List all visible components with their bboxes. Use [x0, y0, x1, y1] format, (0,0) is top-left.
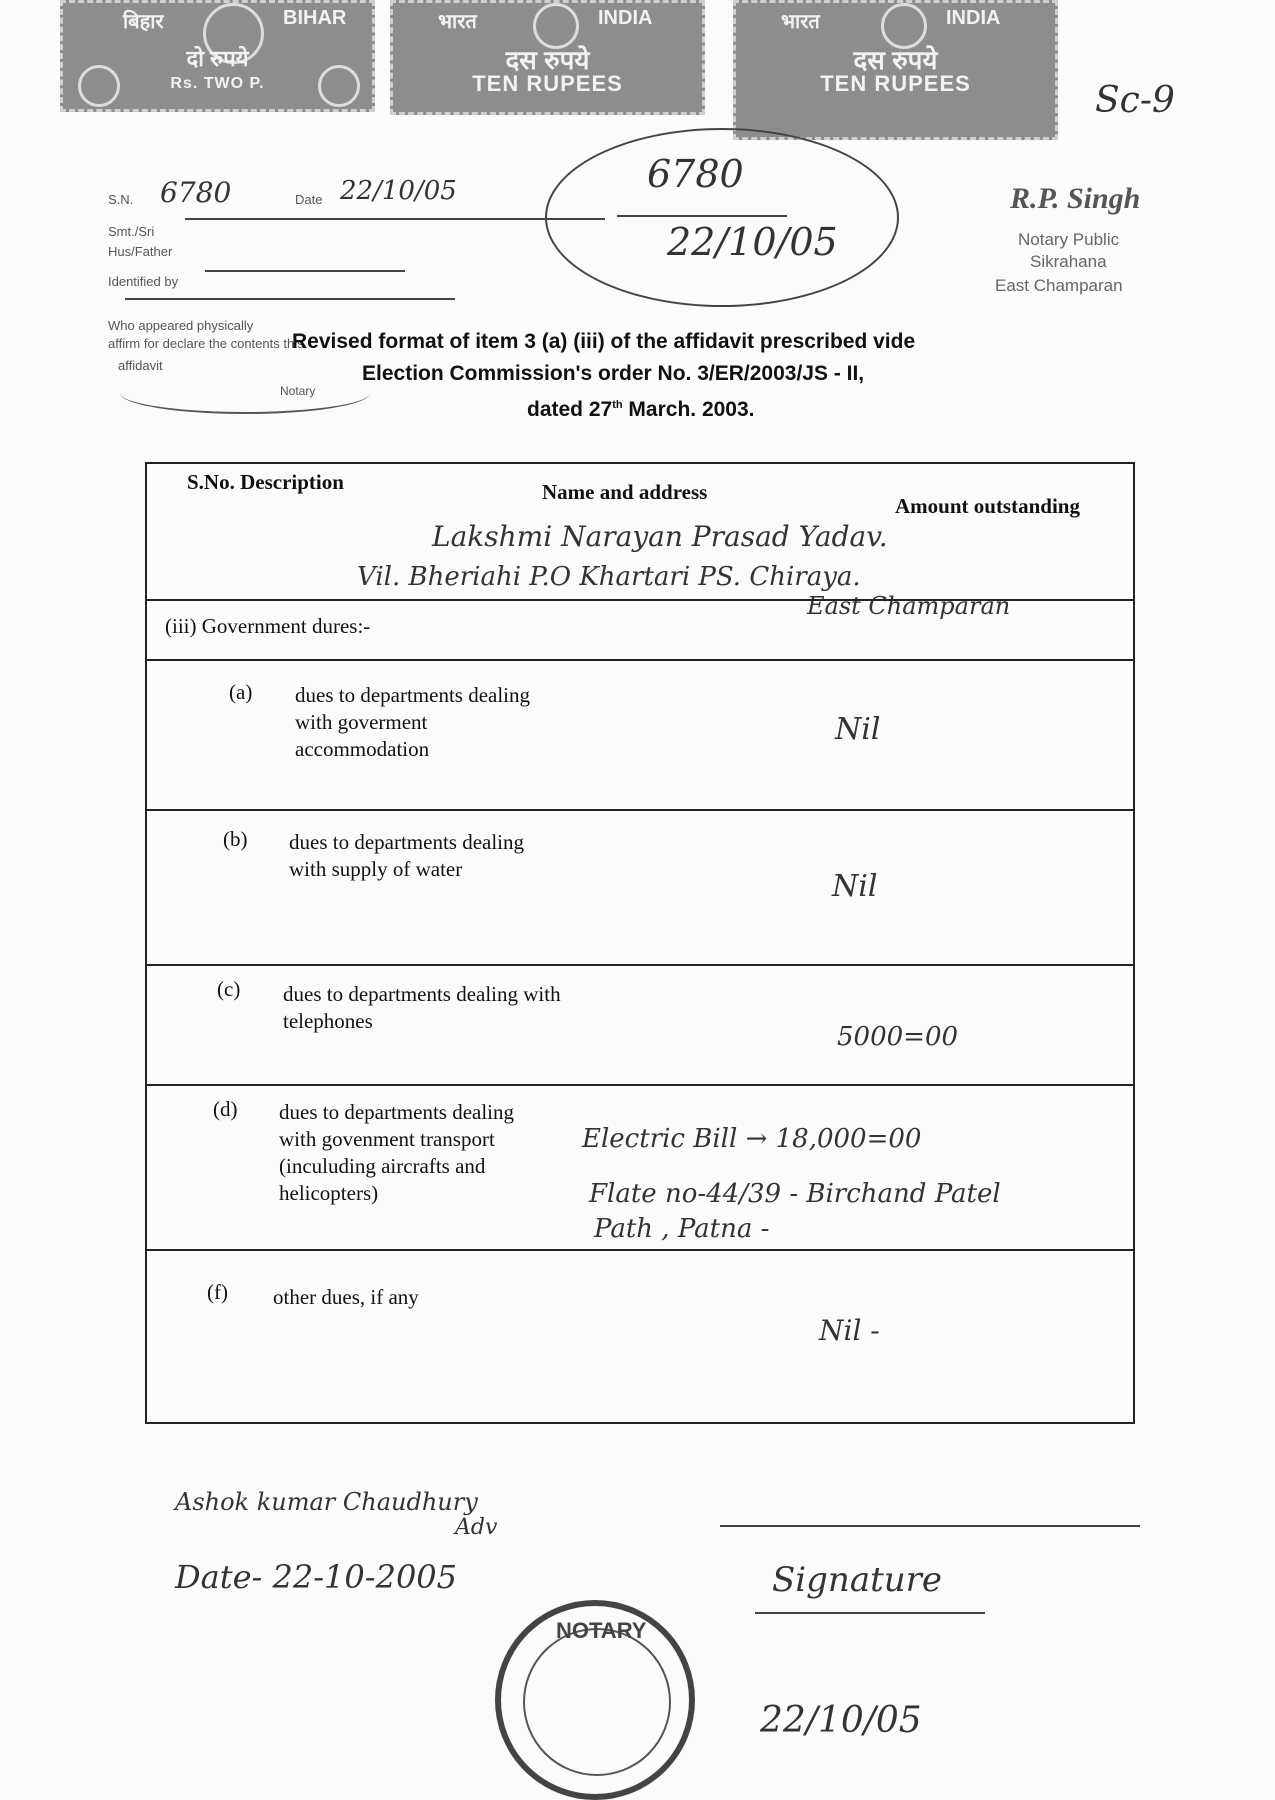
revenue-stamp-india-1 — [390, 0, 705, 115]
seal-text: NOTARY — [556, 1618, 647, 1643]
revenue-stamp-india-2 — [733, 0, 1058, 140]
row-d-id: (d) — [213, 1097, 238, 1121]
divider — [617, 215, 787, 217]
stamp-top-left: भारत — [438, 11, 477, 33]
date-value: 22/10/05 — [340, 176, 457, 206]
heading-line1: Revised format of item 3 (a) (iii) of the affidavit prescribed vide — [292, 330, 916, 353]
deponent-signature-scrawl — [720, 1525, 1140, 1527]
stamp-top-left: बिहार — [123, 11, 164, 33]
stamp-top-right: BIHAR — [283, 7, 347, 29]
row-f-value: Nil - — [819, 1314, 880, 1347]
section-label: (iii) Government dures:- — [165, 614, 371, 638]
sn-value: 6780 — [160, 176, 232, 209]
row-b-text: dues to departments dealing with supply of water — [289, 830, 525, 881]
stamp-amount: TEN RUPEES — [820, 71, 971, 96]
rule — [147, 659, 1133, 661]
footer-date: Date- 22-10-2005 — [175, 1558, 458, 1596]
revenue-stamp-bihar — [60, 0, 375, 112]
stamp-top-right: INDIA — [946, 7, 1001, 29]
row-d-text: dues to departments dealing with govenment transport (inculuding aircrafts and helicopters) — [279, 1100, 515, 1205]
notary-label: Notary — [280, 384, 316, 398]
stamp-amount: Rs. TWO P. — [170, 75, 265, 92]
advocate-name: Ashok kumar Chaudhury — [175, 1488, 478, 1516]
stamp-top-left: भारत — [781, 11, 820, 33]
stamp-hindi: दस रुपये — [853, 45, 938, 75]
row-f-id: (f) — [207, 1280, 228, 1304]
signature-underline — [755, 1612, 985, 1614]
identified-scrawl — [205, 270, 405, 272]
appeared-label: Who appeared physically — [108, 318, 254, 333]
row-c-id: (c) — [217, 977, 241, 1001]
notary-seal — [495, 1600, 695, 1800]
handwritten-address: Vil. Bheriahi P.O Khartari PS. Chiraya. — [357, 562, 861, 592]
dues-table — [145, 462, 1135, 1424]
identified-label: Identified by — [108, 274, 179, 289]
rule — [147, 599, 1133, 601]
notary-line2: Sikrahana — [1030, 252, 1107, 271]
corner-mark: Sc-9 — [1095, 80, 1175, 121]
row-d-city: Path , Patna - — [594, 1214, 770, 1244]
stamp-top-right: INDIA — [598, 7, 653, 29]
row-f-text: other dues, if any — [273, 1285, 419, 1309]
notary-signature-scrawl — [120, 372, 370, 414]
row-d-value: Electric Bill → 18,000=00 — [582, 1124, 922, 1154]
circled-entry — [545, 128, 899, 307]
notary-name: R.P. Singh — [1010, 182, 1141, 215]
notary-line1: Notary Public — [1018, 230, 1120, 249]
seal-date: 22/10/05 — [760, 1700, 922, 1741]
signature-label: Signature — [772, 1560, 943, 1600]
hus-label: Hus/Father — [108, 244, 173, 259]
date-label: Date — [295, 192, 323, 207]
row-d-address: Flate no-44/39 - Birchand Patel — [589, 1179, 1001, 1209]
rule — [147, 1084, 1133, 1086]
stamp-hindi: दो रुपये — [186, 46, 249, 71]
circled-number: 6780 — [647, 152, 744, 196]
header-sno: S.No. Description — [187, 470, 344, 494]
notary-line3: East Champaran — [995, 276, 1123, 295]
stamp-amount: TEN RUPEES — [472, 71, 623, 96]
row-a-text: dues to departments dealing with goverment accommodation — [295, 683, 531, 761]
affirm-label: affirm for declare the contents this — [108, 336, 304, 351]
row-a-id: (a) — [229, 680, 253, 704]
handwritten-name: Lakshmi Narayan Prasad Yadav. — [432, 520, 888, 553]
header-amount: Amount outstanding — [895, 494, 1080, 518]
smt-label: Smt./Sri — [108, 224, 155, 239]
affidavit-label: affidavit — [118, 358, 163, 373]
row-b-id: (b) — [223, 827, 248, 851]
stamp-hindi: दस रुपये — [505, 45, 590, 75]
row-c-value: 5000=00 — [837, 1022, 959, 1052]
row-c-text: dues to departments dealing with telephones — [283, 982, 561, 1033]
header-name: Name and address — [542, 480, 708, 504]
handwritten-district: East Champaran — [807, 592, 1011, 620]
rule — [147, 1249, 1133, 1251]
circled-date: 22/10/05 — [667, 220, 838, 264]
rule — [147, 964, 1133, 966]
row-b-value: Nil — [832, 869, 878, 904]
row-a-value: Nil — [835, 712, 881, 747]
sn-label: S.N. — [108, 192, 134, 207]
advocate-suffix: Adv — [455, 1515, 498, 1540]
smt-scrawl — [185, 218, 605, 220]
heading-line2: Election Commission's order No. 3/ER/2003/JS - II, — [362, 362, 865, 385]
advocate-scrawl — [125, 298, 455, 300]
heading-line3: dated 27th March. 2003. — [527, 398, 755, 421]
rule — [147, 809, 1133, 811]
